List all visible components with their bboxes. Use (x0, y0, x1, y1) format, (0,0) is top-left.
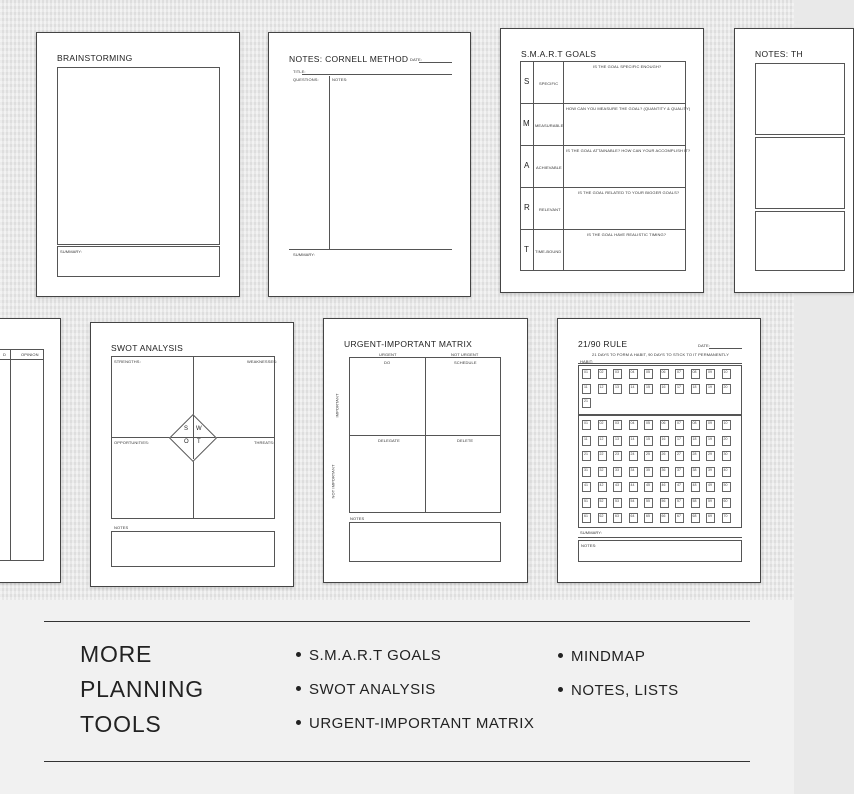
day-cell (706, 482, 715, 492)
day-cell (706, 513, 715, 523)
heading-line: MORE (80, 641, 153, 667)
day-number: 17 (677, 436, 681, 441)
rule-subtitle: 21 DAYS TO FORM A HABIT, 90 DAYS TO STICK TO IT PERMANENTLY (592, 352, 729, 357)
notes-label: NOTES: (332, 77, 348, 82)
day-number: 58 (692, 498, 697, 503)
day-cell (598, 513, 607, 523)
day-number: 11 (584, 384, 588, 389)
day-cell (722, 513, 731, 523)
day-number: 37 (677, 467, 681, 472)
day-number: 07 (677, 370, 681, 374)
day-cell (644, 451, 653, 461)
smart-row-question: IS THE GOAL ATTAINABLE? HOW CAN YOUR ACCOMPLISH IT? (566, 148, 691, 153)
sheet-title: SWOT ANALYSIS (111, 343, 184, 353)
day-number: 06 (661, 421, 666, 425)
day-cell (629, 420, 638, 430)
day-cell (706, 436, 715, 446)
feature-item: S.M.A.R.T GOALS (296, 647, 441, 664)
column-divider (10, 349, 11, 561)
day-cell (629, 384, 638, 394)
day-number: 08 (692, 421, 697, 425)
day-number: 55 (646, 498, 650, 503)
day-cell (613, 369, 622, 379)
day-cell (660, 420, 669, 430)
day-number: 03 (615, 421, 619, 425)
day-cell (691, 451, 700, 461)
important-label: IMPORTANT (334, 393, 340, 418)
smart-row-question: IS THE GOAL SPECIFIC ENOUGH? (593, 64, 662, 69)
feature-item: NOTES, LISTS (558, 682, 679, 699)
smart-letter: M (523, 119, 530, 128)
day-number: 17 (677, 384, 681, 389)
day-cell (675, 436, 684, 446)
row-divider (520, 229, 686, 230)
day-cell (644, 420, 653, 430)
row-divider (520, 145, 686, 146)
smart-letter: R (524, 203, 530, 212)
day-cell (675, 384, 684, 394)
day-number: 66 (661, 514, 666, 518)
threats-label: THREATS: (254, 440, 275, 445)
bullet-icon (558, 687, 563, 692)
day-number: 05 (646, 370, 650, 374)
questions-label: QUESTIONS: (293, 77, 319, 82)
day-number: 08 (692, 370, 697, 374)
day-number: 10 (723, 370, 728, 374)
column-header: OPINION (21, 352, 39, 357)
day-cell (582, 467, 591, 477)
swot-letter-w: W (196, 426, 202, 432)
day-cell (582, 420, 591, 430)
delete-label: DELETE (457, 438, 474, 443)
day-number: 16 (661, 384, 666, 389)
header-divider (0, 359, 44, 360)
day-cell (660, 513, 669, 523)
day-cell (722, 384, 731, 394)
day-number: 41 (584, 483, 588, 487)
notes-label: NOTES (114, 525, 129, 530)
day-number: 04 (630, 370, 635, 374)
brainstorming-sheet (36, 32, 240, 297)
day-cell (598, 420, 607, 430)
day-number: 02 (599, 421, 604, 425)
day-cell (644, 369, 653, 379)
day-cell (722, 369, 731, 379)
day-number: 19 (708, 436, 712, 441)
day-cell (660, 436, 669, 446)
day-number: 31 (584, 467, 588, 472)
day-cell (598, 436, 607, 446)
day-cell (706, 451, 715, 461)
day-number: 49 (708, 483, 712, 487)
day-number: 12 (599, 384, 604, 389)
urgent-important-sheet (323, 318, 528, 583)
day-number: 13 (615, 384, 619, 389)
day-number: 63 (615, 514, 619, 518)
day-cell (722, 467, 731, 477)
day-number: 22 (599, 452, 604, 456)
day-number: 51 (584, 498, 588, 503)
day-number: 15 (646, 384, 650, 389)
partial-left-sheet (0, 318, 61, 583)
day-number: 32 (599, 467, 604, 472)
day-cell (691, 467, 700, 477)
day-number: 09 (708, 370, 712, 374)
day-cell (722, 451, 731, 461)
habit-label: HABIT: (580, 359, 594, 364)
day-number: 30 (723, 452, 728, 456)
day-number: 25 (646, 452, 650, 456)
day-number: 10 (723, 421, 728, 425)
day-number: 45 (646, 483, 650, 487)
day-cell (629, 482, 638, 492)
feature-item: URGENT-IMPORTANT MATRIX (296, 715, 534, 732)
cornell-notes-sheet (268, 32, 471, 297)
day-number: 65 (646, 514, 650, 518)
day-cell (691, 420, 700, 430)
day-cell (691, 482, 700, 492)
day-cell (722, 420, 731, 430)
day-cell (629, 467, 638, 477)
sheet-title: BRAINSTORMING (57, 53, 133, 63)
day-number: 33 (615, 467, 619, 472)
day-cell (629, 513, 638, 523)
summary-label: SUMMARY: (60, 249, 83, 254)
day-number: 46 (661, 483, 666, 487)
day-cell (644, 384, 653, 394)
smart-row-name: SPECIFIC (539, 81, 559, 86)
day-number: 18 (692, 436, 697, 441)
summary-divider (289, 249, 452, 250)
day-cell (706, 369, 715, 379)
day-number: 38 (692, 467, 697, 472)
day-number: 20 (723, 384, 728, 389)
day-number: 15 (646, 436, 650, 441)
day-cell (629, 436, 638, 446)
diamond-v (193, 415, 194, 459)
swot-letter-s: S (184, 426, 189, 432)
summary-label: SUMMARY: (580, 530, 603, 535)
day-cell (644, 467, 653, 477)
sheet-title: 21/90 RULE (578, 339, 628, 349)
day-number: 12 (599, 436, 604, 441)
feature-item: MINDMAP (558, 648, 645, 665)
day-number: 56 (661, 498, 666, 503)
smart-row-name: TIME-BOUND (535, 249, 562, 254)
schedule-label: SCHEDULE (454, 360, 477, 365)
day-number: 59 (708, 498, 712, 503)
day-number: 04 (630, 421, 635, 425)
day-number: 67 (677, 514, 681, 518)
day-number: 29 (708, 452, 712, 456)
smart-row-name: RELEVANT (539, 207, 561, 212)
day-number: 43 (615, 483, 619, 487)
day-cell (706, 467, 715, 477)
day-cell (660, 384, 669, 394)
day-cell (706, 384, 715, 394)
bullet-icon (296, 652, 301, 657)
day-cell (613, 513, 622, 523)
day-cell (660, 369, 669, 379)
day-number: 40 (723, 467, 728, 472)
footer-top-rule (44, 621, 750, 622)
sheet-title: S.M.A.R.T GOALS (521, 49, 597, 59)
letter-column-divider (533, 61, 534, 271)
day-cell (582, 498, 591, 508)
day-cell (582, 451, 591, 461)
heading-line: TOOLS (80, 711, 162, 737)
day-number: 57 (677, 498, 681, 503)
notes-box (755, 63, 845, 135)
date-line (419, 62, 452, 63)
day-number: 35 (646, 467, 650, 472)
day-cell (644, 498, 653, 508)
day-number: 39 (708, 467, 712, 472)
day-cell (706, 498, 715, 508)
day-number: 02 (599, 370, 604, 374)
day-cell (613, 384, 622, 394)
day-cell (691, 384, 700, 394)
day-number: 06 (661, 370, 666, 374)
day-number: 19 (708, 384, 712, 389)
day-number: 28 (692, 452, 697, 456)
day-cell (691, 498, 700, 508)
day-cell (582, 384, 591, 394)
day-cell (691, 513, 700, 523)
day-number: 01 (584, 370, 588, 374)
day-cell (722, 498, 731, 508)
name-column-divider (563, 61, 564, 271)
day-cell (644, 436, 653, 446)
day-number: 36 (661, 467, 666, 472)
day-cell (675, 467, 684, 477)
swot-letter-o: O (184, 439, 189, 445)
bullet-icon (558, 653, 563, 658)
day-number: 03 (615, 370, 619, 374)
day-number: 05 (646, 421, 650, 425)
strengths-label: STRENGTHS: (114, 359, 141, 364)
sheet-title: NOTES: CORNELL METHOD (289, 54, 409, 64)
day-number: 18 (692, 384, 697, 389)
cue-column-divider (329, 76, 330, 249)
day-number: 42 (599, 483, 604, 487)
day-cell (582, 369, 591, 379)
date-label: DATE: (410, 57, 422, 62)
day-cell (613, 420, 622, 430)
title-label: TITLE: (293, 69, 306, 74)
day-number: 64 (630, 514, 635, 518)
day-number: 48 (692, 483, 697, 487)
habit-21-90-sheet (557, 318, 761, 583)
weaknesses-label: WEAKNESSES: (247, 359, 278, 364)
smart-row-question: HOW CAN YOU MEASURE THE GOAL? (QUANTITY & QUALITY) (566, 106, 691, 111)
day-number: 14 (630, 436, 635, 441)
smart-row-question: IS THE GOAL RELATED TO YOUR BIGGER GOALS? (578, 190, 680, 195)
notes-partial-sheet (734, 28, 854, 293)
day-cell (598, 498, 607, 508)
opportunities-label: OPPORTUNITIES: (114, 440, 150, 445)
day-cell (675, 513, 684, 523)
day-cell (598, 451, 607, 461)
notes-label: NOTES: (581, 543, 597, 548)
notes-label: NOTES (350, 516, 365, 521)
summary-line (578, 537, 742, 538)
column-header: D (3, 352, 6, 357)
brainstorm-area (57, 67, 220, 245)
title-line (302, 74, 452, 75)
day-cell (613, 436, 622, 446)
day-cell (675, 498, 684, 508)
row-divider (520, 187, 686, 188)
date-label: DATE: (698, 343, 710, 348)
day-cell (582, 513, 591, 523)
day-cell (629, 498, 638, 508)
day-cell (660, 482, 669, 492)
day-cell (613, 498, 622, 508)
notes-box (755, 211, 845, 271)
day-number: 21 (584, 399, 588, 403)
day-cell (629, 451, 638, 461)
day-cell (582, 482, 591, 492)
day-cell (722, 436, 731, 446)
habit-line (578, 363, 742, 364)
delegate-label: DELEGATE (378, 438, 400, 443)
day-cell (598, 384, 607, 394)
sheet-title: NOTES: TH (755, 49, 803, 59)
smart-row-name: MEASURABLE (535, 123, 564, 128)
day-number: 14 (630, 384, 635, 389)
opinion-table (0, 349, 44, 561)
day-cell (660, 451, 669, 461)
bullet-icon (296, 720, 301, 725)
day-cell (644, 513, 653, 523)
day-number: 69 (708, 514, 712, 518)
row-divider (520, 103, 686, 104)
day-number: 47 (677, 483, 681, 487)
smart-letter: S (524, 77, 530, 86)
sheet-title: URGENT-IMPORTANT MATRIX (344, 339, 473, 349)
day-number: 50 (723, 483, 728, 487)
day-number: 11 (584, 436, 588, 441)
day-number: 23 (615, 452, 619, 456)
day-cell (691, 369, 700, 379)
notes-box (111, 531, 275, 567)
day-number: 09 (708, 421, 712, 425)
day-number: 52 (599, 498, 604, 503)
bullet-icon (296, 686, 301, 691)
day-number: 20 (723, 436, 728, 441)
heading-line: PLANNING (80, 676, 204, 702)
day-number: 60 (723, 498, 728, 503)
day-number: 61 (584, 514, 588, 518)
day-number: 21 (584, 452, 588, 456)
not-important-label: NOT IMPORTANT (330, 464, 336, 499)
day-cell (691, 436, 700, 446)
urgent-header: URGENT (379, 352, 397, 357)
notes-box (755, 137, 845, 209)
day-cell (598, 467, 607, 477)
day-number: 53 (615, 498, 619, 503)
date-line (709, 348, 742, 349)
day-number: 27 (677, 452, 681, 456)
swot-sheet (90, 322, 294, 587)
smart-row-question: IS THE GOAL HAVE REALISTIC TIMING? (587, 232, 667, 237)
day-cell (598, 369, 607, 379)
day-cell (582, 398, 591, 408)
day-cell (660, 498, 669, 508)
notes-box (349, 522, 501, 562)
day-cell (660, 467, 669, 477)
smart-goals-sheet (500, 28, 704, 293)
day-number: 54 (630, 498, 635, 503)
day-cell (644, 482, 653, 492)
day-number: 68 (692, 514, 697, 518)
day-number: 01 (584, 421, 588, 425)
day-number: 70 (723, 514, 728, 518)
day-cell (675, 369, 684, 379)
day-cell (629, 369, 638, 379)
day-number: 44 (630, 483, 635, 487)
smart-letter: T (524, 245, 529, 254)
day-number: 07 (677, 421, 681, 425)
day-cell (675, 451, 684, 461)
day-cell (706, 420, 715, 430)
day-cell (675, 482, 684, 492)
footer-bottom-rule (44, 761, 750, 762)
day-cell (613, 451, 622, 461)
day-number: 62 (599, 514, 604, 518)
day-cell (598, 482, 607, 492)
swot-letter-t: T (197, 439, 201, 445)
day-number: 13 (615, 436, 619, 441)
smart-letter: A (524, 161, 530, 170)
day-number: 16 (661, 436, 666, 441)
feature-item: SWOT ANALYSIS (296, 681, 436, 698)
day-cell (582, 436, 591, 446)
notes-box (578, 540, 742, 562)
day-number: 26 (661, 452, 666, 456)
day-cell (613, 482, 622, 492)
day-cell (613, 467, 622, 477)
day-number: 24 (630, 452, 635, 456)
not-urgent-header: NOT URGENT (451, 352, 479, 357)
day-cell (722, 482, 731, 492)
smart-row-name: ACHIEVABLE (536, 165, 562, 170)
day-number: 34 (630, 467, 635, 472)
day-cell (675, 420, 684, 430)
do-label: DO (384, 360, 391, 365)
summary-label: SUMMARY: (293, 252, 316, 257)
matrix-horizontal-divider (349, 435, 501, 436)
